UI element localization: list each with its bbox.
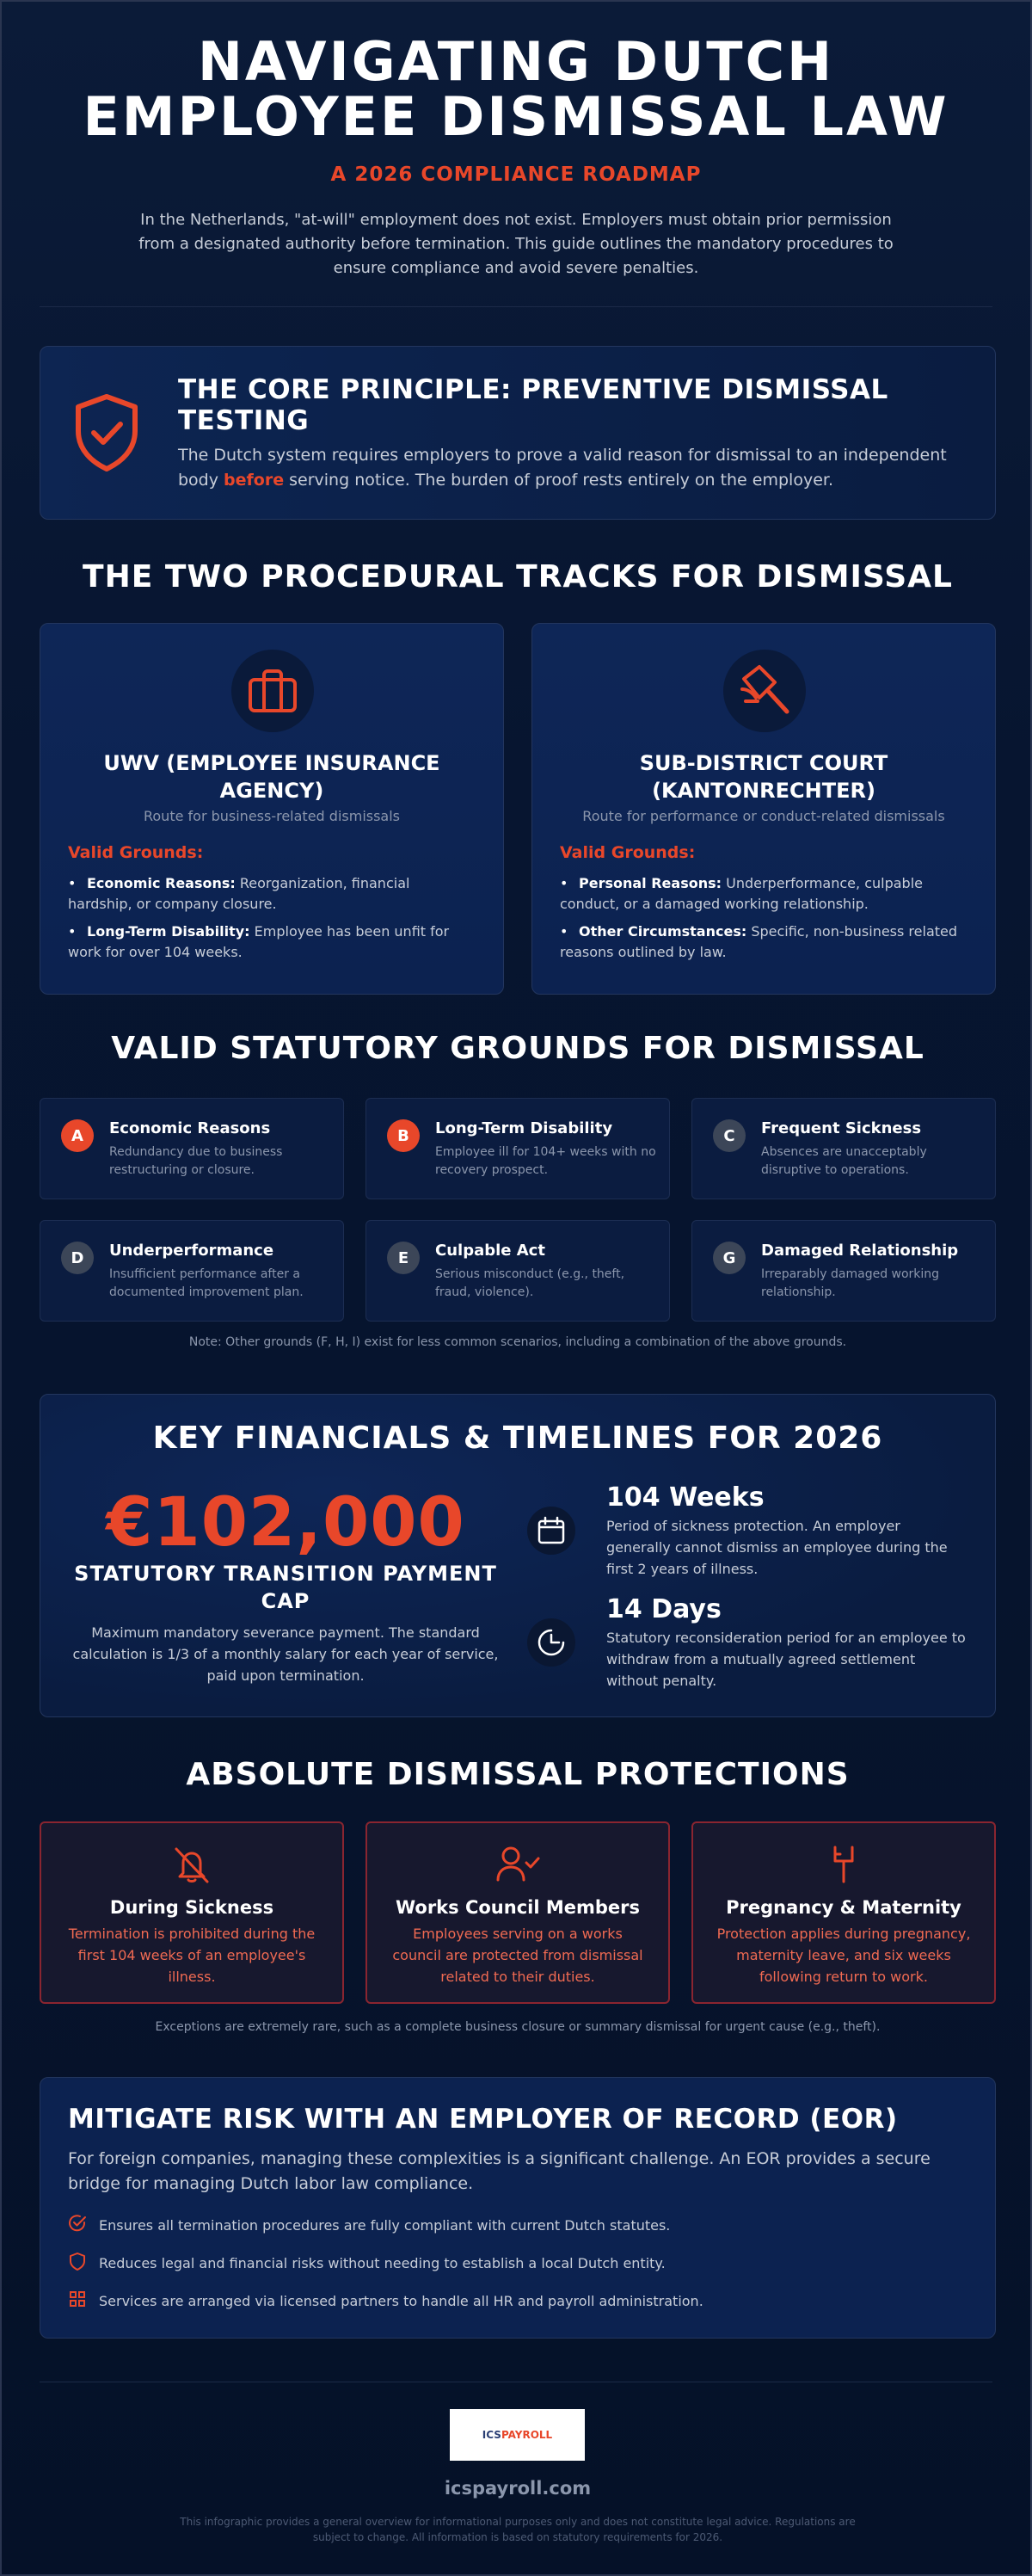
payment-cap-label: STATUTORY TRANSITION PAYMENT CAP [74,1562,497,1613]
protection-card-pregnancy [691,1821,996,2004]
eor-card [40,2077,996,2339]
shield-check-icon [73,393,140,476]
valid-grounds-label: Valid Grounds: [68,843,204,862]
baby-bottle-icon [693,1844,994,1885]
ground-title: Economic Reasons [109,1119,271,1137]
core-title: THE CORE PRINCIPLE: PREVENTIVE DISMISSAL TESTING [178,374,888,436]
header [2,2,1030,280]
protection-card-works-council [366,1821,670,2004]
track-card-uwv [40,623,504,995]
financials-title: KEY FINANCIALS & TIMELINES FOR 2026 [152,1420,883,1456]
protection-desc: Termination is prohibited during the first 104 weeks of an employee's illness. [68,1926,316,1985]
valid-grounds-label: Valid Grounds: [560,843,696,862]
grid-icon [68,2289,87,2312]
grounds-section-title: VALID STATUTORY GROUNDS FOR DISMISSAL [111,1031,924,1066]
ground-desc: Absences are unacceptably disruptive to operations. [761,1145,927,1177]
ground-letter-badge: A [61,1119,94,1152]
grounds-list [560,873,961,970]
core-principle-card [40,346,996,520]
check-circle-icon [68,2214,87,2236]
stat-title: 14 Days [606,1594,722,1624]
list-item: • Personal Reasons: Underperformance, culpable conduct, or a damaged working relationship. [560,875,923,912]
track-route: Route for business-related dismissals [143,808,401,824]
ground-letter-badge: E [387,1242,420,1274]
ground-card-b [366,1098,670,1199]
list-item: • Other Circumstances: Specific, non-business related reasons outlined by law. [560,923,958,960]
ground-letter-badge: G [713,1242,746,1274]
website-link[interactable]: icspayroll.com [444,2478,592,2499]
list-item [68,2289,703,2312]
stat-desc: Statutory reconsideration period for an employee to withdraw from a mutually agreed settlement without penalty. [606,1630,966,1689]
tracks-section-title: THE TWO PROCEDURAL TRACKS FOR DISMISSAL [83,559,953,595]
emphasis-before: before [224,471,285,490]
ground-desc: Employee ill for 104+ weeks with no recovery prospect. [435,1145,656,1177]
ground-letter-badge: D [61,1242,94,1274]
list-item [68,2252,666,2274]
ground-letter-badge: C [713,1119,746,1152]
track-title: UWV (EMPLOYEE INSURANCE AGENCY) [103,751,440,803]
stat-desc: Period of sickness protection. An employer generally cannot dismiss an employee during the first 2 years of illness. [606,1518,948,1577]
ground-desc: Redundancy due to business restructuring or closure. [109,1145,283,1177]
title-line-2: EMPLOYEE DISMISSAL LAW [83,85,949,148]
eor-desc: For foreign companies, managing these complexities is a significant challenge. An EOR provides a secure bridge for managing Dutch labor law compliance. [68,2149,931,2193]
ground-desc: Irreparably damaged working relationship. [761,1267,940,1299]
disclaimer: This infographic provides a general overview for informational purposes only and does not constitute legal advice. Regulations are subject to change. All information is based on statutory requirements for 2026. [180,2516,856,2543]
protection-desc: Protection applies during pregnancy, maternity leave, and six weeks following return to work. [716,1926,971,1985]
grounds-note: Note: Other grounds (F, H, I) exist for less common scenarios, including a combination of the above grounds. [188,1335,847,1349]
clock-icon [527,1618,575,1667]
ground-desc: Serious misconduct (e.g., theft, fraud, violence). [435,1267,625,1299]
track-route: Route for performance or conduct-related dismissals [582,808,945,824]
track-card-court [531,623,996,995]
calendar-icon [527,1507,575,1555]
ground-card-g [691,1220,996,1322]
protection-title: Works Council Members [395,1897,641,1918]
main-title [2,30,1030,148]
protection-card-sickness [40,1821,344,2004]
stat-title: 104 Weeks [606,1482,765,1513]
list-item: • Economic Reasons: Reorganization, financial hardship, or company closure. [68,875,410,912]
ground-title: Culpable Act [435,1242,545,1260]
ground-card-d [40,1220,344,1322]
ground-title: Frequent Sickness [761,1119,922,1137]
protections-note: Exceptions are extremely rare, such as a complete business closure or summary dismissal for urgent cause (e.g., theft). [155,2020,881,2034]
title-line-1: NAVIGATING DUTCH [198,30,834,93]
eor-point-text: Ensures all termination procedures are fully compliant with current Dutch statutes. [99,2216,671,2234]
ground-desc: Insufficient performance after a documented improvement plan. [109,1267,304,1299]
track-title: SUB-DISTRICT COURT (KANTONRECHTER) [639,751,888,803]
ground-title: Underperformance [109,1242,274,1260]
gavel-icon [723,650,806,732]
subtitle: A 2026 COMPLIANCE ROADMAP [330,163,702,186]
bell-off-icon [41,1844,342,1885]
payment-cap-desc: Maximum mandatory severance payment. The standard calculation is 1/3 of a monthly salary for each year of service, paid upon termination. [72,1624,499,1684]
ground-title: Long-Term Disability [435,1119,613,1137]
protection-desc: Employees serving on a works council are protected from dismissal related to their duties. [392,1926,643,1985]
financials-card [40,1394,996,1717]
ground-card-e [366,1220,670,1322]
protection-title: During Sickness [109,1897,274,1918]
protections-section-title: ABSOLUTE DISMISSAL PROTECTIONS [186,1757,850,1792]
protection-title: Pregnancy & Maternity [726,1897,961,1918]
company-logo[interactable]: ICS PAYROLL [450,2409,585,2461]
briefcase-icon [231,650,314,732]
ground-title: Damaged Relationship [761,1242,959,1260]
core-text: The Dutch system requires employers to prove a valid reason for dismissal to an independent body before serving notice. The burden of proof rests entirely on the employer. [178,446,947,490]
intro-text: In the Netherlands, "at-will" employment does not exist. Employers must obtain prior permission from a designated authority before termination. This guide outlines the mandatory procedures to ensure compliance and avoid severe penalties. [138,211,894,277]
ground-card-a [40,1098,344,1199]
ground-letter-badge: B [387,1119,420,1152]
list-item: • Long-Term Disability: Employee has been unfit for work for over 104 weeks. [68,923,450,960]
user-check-icon [367,1844,668,1885]
divider [40,306,992,307]
shield-icon [68,2252,87,2274]
payment-cap-amount: €102,000 [106,1484,465,1562]
ground-card-c [691,1098,996,1199]
eor-point-text: Services are arranged via licensed partners to handle all HR and payroll administration. [99,2292,703,2309]
list-item [68,2214,670,2236]
eor-title: MITIGATE RISK WITH AN EMPLOYER OF RECORD (EOR) [68,2104,898,2135]
grounds-list [68,873,469,970]
eor-point-text: Reduces legal and financial risks without needing to establish a local Dutch entity. [99,2254,666,2271]
